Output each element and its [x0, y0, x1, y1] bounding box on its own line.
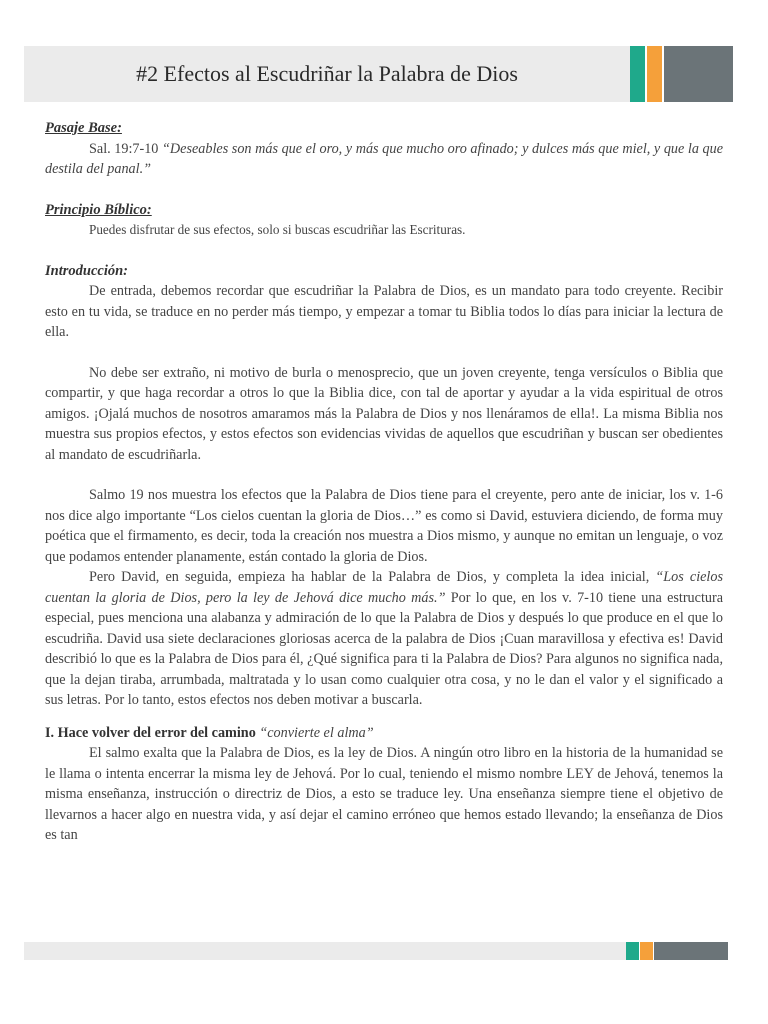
intro-paragraph-4: Pero David, en seguida, empieza ha hablar de la Palabra de Dios, y completa la idea inicial, “Los cielos cuentan la gloria de Dios, pero la ley de Jehová dice mucho más.” Por lo que, en los v. 7-10 tiene una estructura especial, pues menciona una alabanza y admiración de lo que la Palabra de Dios y después lo que produce en el que lo escudriña. David usa siete declaraciones gloriosas acerca de la palabra de Dios ¡Cuan maravillosa y efectiva es! David describió lo que es la Palabra de Dios para él, ¿Qué significa para ti la Palabra de Dios? Para algunos no significa nada, que la dejan tiraba, arrumbada, maltratada y lo usan como cualquier otra cosa, y no le dan el valor y el significado a sus letras. Por lo tanto, estos efectos nos deben motivar a buscarla. — [45, 569, 724, 708]
footer-band — [24, 942, 626, 960]
pasaje-heading: Pasaje Base: — [45, 120, 122, 136]
intro-paragraph-1: De entrada, debemos recordar que escudriñar la Palabra de Dios, es un mandato para todo creyente. Recibir esto en tu vida, se traduce en no perder más tiempo, y empezar a tomar tu Biblia todos lo días para iniciar la lectura de ella. — [45, 283, 723, 340]
header-accent-orange — [647, 46, 662, 102]
header-accent-slate — [664, 46, 733, 102]
principio-heading: Principio Bíblico: — [45, 201, 152, 218]
page-title: #2 Efectos al Escudriñar la Palabra de Dios — [136, 61, 518, 86]
intro-paragraph-3: Salmo 19 nos muestra los efectos que la Palabra de Dios tiene para el creyente, pero ante de iniciar, los v. 1-6 nos dice algo importante “Los cielos cuentan la gloria de Dios…” es como si David, estuviera diciendo, de forma muy poética que el firmamento, es decir, toda la creación nos muestra a Dios mismo, y aunque no emitan un lenguaje, o voz que podamos entender planamente, están contado la gloria de Dios. — [45, 487, 723, 565]
footer-accent-teal — [626, 942, 639, 960]
section-1-paragraph: El salmo exalta que la Palabra de Dios, es la ley de Dios. A ningún otro libro en la historia de la humanidad se le llama o intenta encerrar la misma ley de Jehová. Por lo cual, teniendo el mismo nombre LEY de Jehová, tenemos la misma enseñanza, instrucción o directriz de Dios, a esto se traduce ley. Una enseñanza siempre tiene el objetivo de llevarnos a hacer algo en nuestra vida, y así dejar el camino erróneo que hemos estado llevando; la enseñanza de Dios es tan — [45, 745, 723, 843]
document-body — [45, 118, 723, 846]
pasaje-text: Sal. 19:7-10 “Deseables son más que el oro, y más que mucho oro afinado; y dulces más que miel, y que la que destila del panal.” — [45, 140, 724, 177]
principio-text: Puedes disfrutar de sus efectos, solo si buscas escudriñar las Escrituras. — [89, 222, 466, 237]
introduccion-heading: Introducción: — [45, 262, 128, 279]
footer-accent-orange — [640, 942, 653, 960]
header-accent-teal — [630, 46, 645, 102]
intro-paragraph-2: No debe ser extraño, ni motivo de burla o menosprecio, que un joven creyente, tenga versículos o Biblia que compartir, y que haga recordar a otros lo que la Biblia dice, con tal de aportar y ayudar a la vida espiritual de otros amigos. ¡Ojalá muchos de nosotros amaramos más la Palabra de Dios y nos llenáramos de ella!. La misma Biblia nos muestra sus propios efectos, y estos efectos son evidencias vividas de aquellos que escudriñan y buscan ser obedientes al mandato de escudriñarla. — [45, 364, 723, 463]
section-1-heading: I. Hace volver del error del camino “convierte el alma” — [45, 724, 374, 741]
footer-accent-slate — [654, 942, 728, 960]
